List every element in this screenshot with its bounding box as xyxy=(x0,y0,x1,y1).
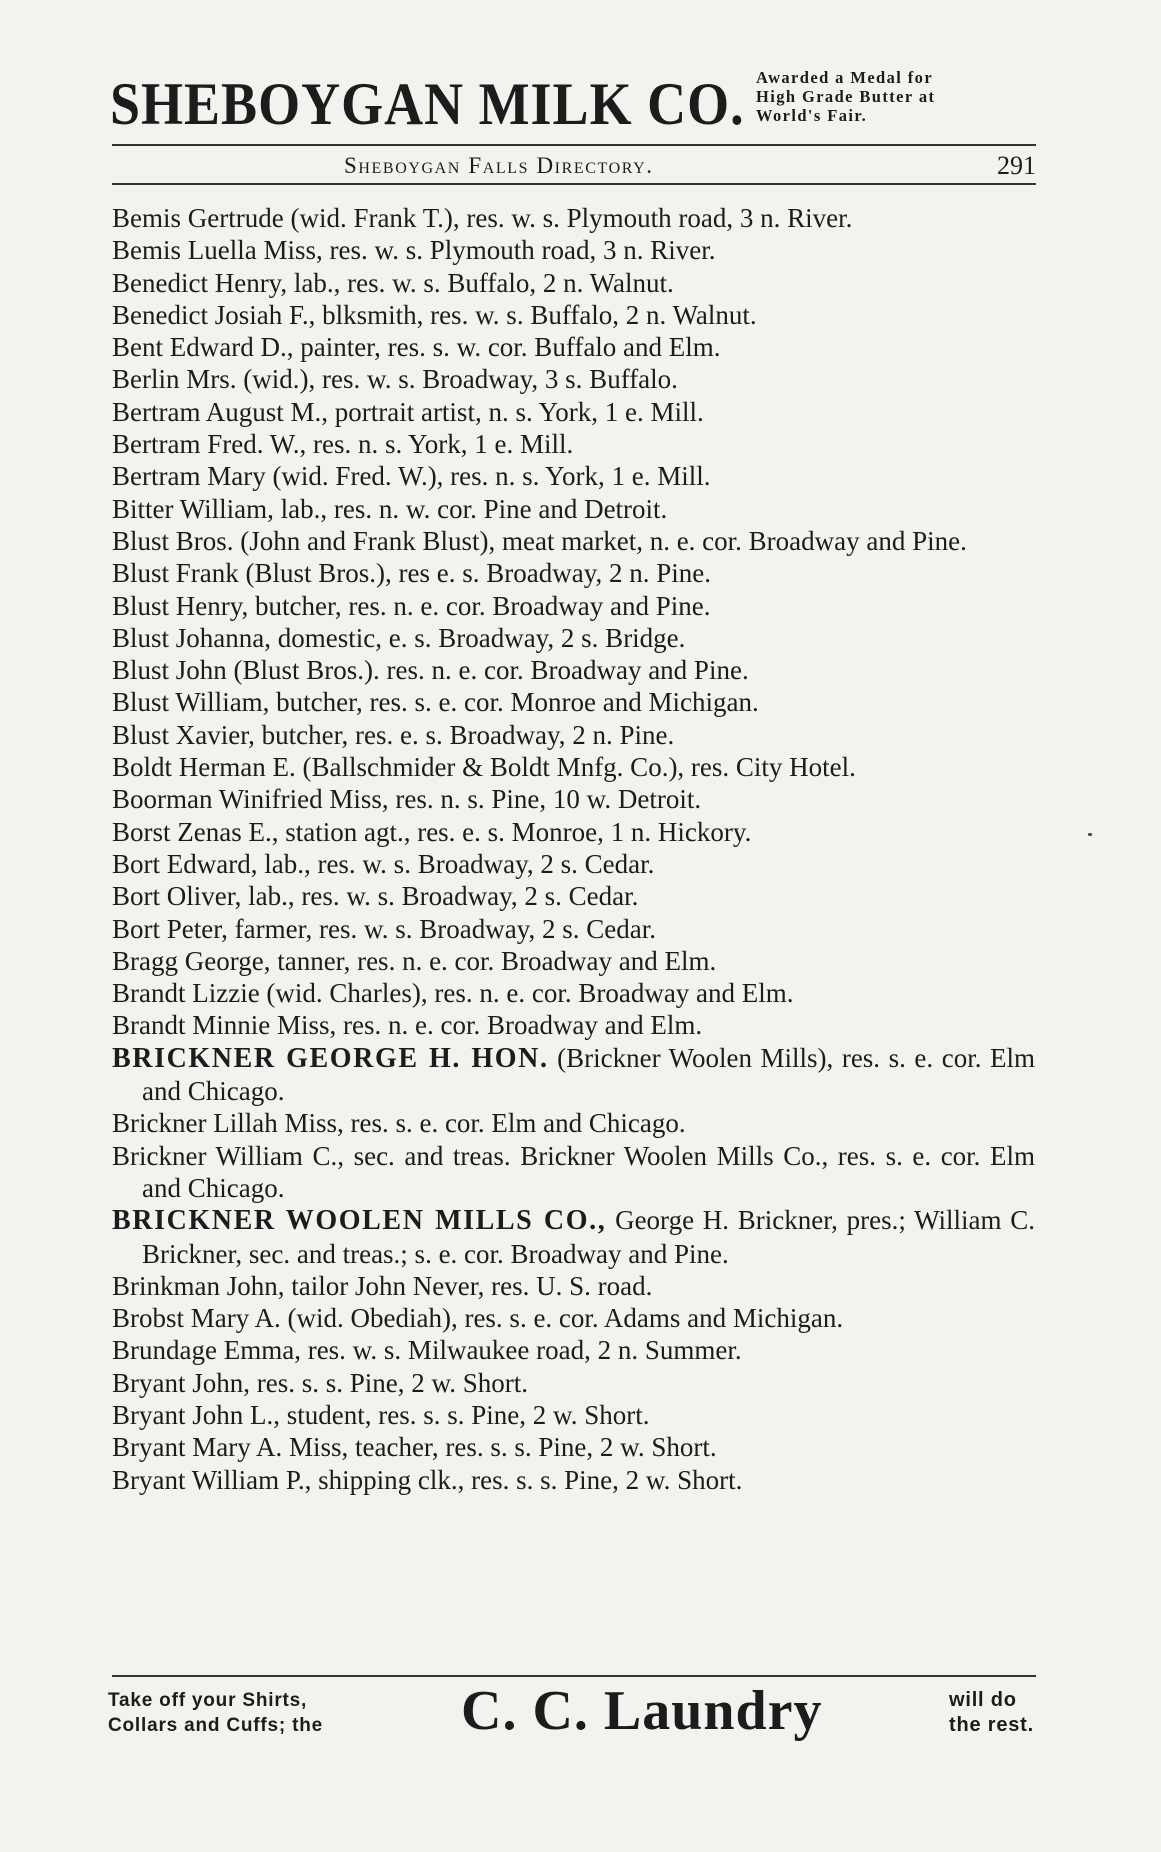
entry-text: Brickner William C., sec. and treas. Brickner Woolen Mills Co., res. s. e. cor. Elm and Chicago. xyxy=(112,1140,1035,1203)
directory-entry xyxy=(112,1270,1035,1302)
entry-text: George H. Brickner, pres.; William C. Brickner, sec. and treas.; s. e. cor. Broadway and Pine. xyxy=(142,1205,1035,1269)
directory-entry xyxy=(112,1302,1035,1334)
ad-right-line: will do xyxy=(948,1689,1017,1711)
directory-entry xyxy=(112,1204,1035,1270)
directory-listing xyxy=(112,202,1035,1496)
entry-text: Brundage Emma, res. w. s. Milwaukee road, 2 n. Summer. xyxy=(112,1335,742,1366)
directory-entry xyxy=(112,1042,1035,1108)
directory-entry xyxy=(112,590,1035,622)
directory-entry xyxy=(112,1367,1035,1399)
entry-text: Boorman Winifried Miss, res. n. s. Pine, 10 w. Detroit. xyxy=(112,784,702,815)
laundry-brand: C. C. Laundry xyxy=(461,1680,823,1742)
directory-entry xyxy=(112,848,1035,880)
entry-text: Bemis Luella Miss, res. w. s. Plymouth road, 3 n. River. xyxy=(112,235,716,266)
entry-text: Bertram August M., portrait artist, n. s. York, 1 e. Mill. xyxy=(112,396,704,427)
directory-entry xyxy=(112,234,1035,266)
entry-text: Bort Oliver, lab., res. w. s. Broadway, 2 s. Cedar. xyxy=(112,881,639,912)
entry-text: Brandt Minnie Miss, res. n. e. cor. Broadway and Elm. xyxy=(112,1010,703,1041)
entry-text: Brandt Lizzie (wid. Charles), res. n. e. cor. Broadway and Elm. xyxy=(112,978,794,1009)
entry-text: Brickner Lillah Miss, res. s. e. cor. Elm and Chicago. xyxy=(112,1108,686,1139)
directory-entry xyxy=(112,460,1035,492)
directory-entry xyxy=(112,493,1035,525)
entry-bold-name: BRICKNER GEORGE H. HON. xyxy=(112,1042,549,1074)
entry-text: Blust Frank (Blust Bros.), res e. s. Broadway, 2 n. Pine. xyxy=(112,558,711,589)
directory-entry xyxy=(112,686,1035,718)
directory-entry xyxy=(112,622,1035,654)
entry-text: Bort Peter, farmer, res. w. s. Broadway, 2 s. Cedar. xyxy=(112,913,656,944)
bottom-advertisement xyxy=(108,1680,1038,1758)
directory-entry xyxy=(112,880,1035,912)
entry-text: Bent Edward D., painter, res. s. w. cor. Buffalo and Elm. xyxy=(112,332,721,363)
advertiser-name: SHEBOYGAN MILK CO. xyxy=(110,70,745,138)
entry-text: Bryant Mary A. Miss, teacher, res. s. s. Pine, 2 w. Short. xyxy=(112,1432,717,1463)
directory-entry xyxy=(112,1107,1035,1139)
directory-entry xyxy=(112,1334,1035,1366)
entry-text: Bryant William P., shipping clk., res. s. s. Pine, 2 w. Short. xyxy=(112,1464,743,1495)
header-rule-bottom xyxy=(112,183,1036,185)
entry-text: Bort Edward, lab., res. w. s. Broadway, 2 s. Cedar. xyxy=(112,848,655,879)
entry-text: Blust Johanna, domestic, e. s. Broadway, 2 s. Bridge. xyxy=(112,622,686,653)
directory-entry xyxy=(112,977,1035,1009)
ad-left-line: Take off your Shirts, xyxy=(108,1690,308,1711)
entry-text: Bryant John, res. s. s. Pine, 2 w. Short. xyxy=(112,1367,528,1398)
directory-entry xyxy=(112,1431,1035,1463)
directory-entry xyxy=(112,719,1035,751)
entry-text: Bryant John L., student, res. s. s. Pine, 2 w. Short. xyxy=(112,1399,650,1430)
directory-entry xyxy=(112,783,1035,815)
directory-entry xyxy=(112,428,1035,460)
directory-entry xyxy=(112,913,1035,945)
entry-text: Brobst Mary A. (wid. Obediah), res. s. e. cor. Adams and Michigan. xyxy=(112,1303,844,1334)
entry-text: Blust Henry, butcher, res. n. e. cor. Broadway and Pine. xyxy=(112,590,711,621)
entry-text: Boldt Herman E. (Ballschmider & Boldt Mnfg. Co.), res. City Hotel. xyxy=(112,752,856,783)
ad-left-text xyxy=(108,1688,323,1738)
award-line: World's Fair. xyxy=(756,106,868,125)
entry-text: Borst Zenas E., station agt., res. e. s. Monroe, 1 n. Hickory. xyxy=(112,816,752,847)
entry-text: Bemis Gertrude (wid. Frank T.), res. w. s. Plymouth road, 3 n. River. xyxy=(112,203,853,233)
page-number: 291 xyxy=(997,151,1036,180)
ad-left-line: Collars and Cuffs; the xyxy=(108,1715,324,1736)
directory-entry xyxy=(112,816,1035,848)
directory-entry xyxy=(112,299,1035,331)
award-note xyxy=(756,68,1036,125)
entry-text: Bitter William, lab., res. n. w. cor. Pine and Detroit. xyxy=(112,493,668,524)
top-advertisement xyxy=(110,66,1040,146)
entry-text: Benedict Henry, lab., res. w. s. Buffalo, 2 n. Walnut. xyxy=(112,267,674,298)
directory-entry xyxy=(112,654,1035,686)
directory-entry xyxy=(112,1464,1035,1496)
directory-entry xyxy=(112,396,1035,428)
ad-right-text xyxy=(949,1688,1034,1738)
print-speck xyxy=(1088,833,1092,836)
entry-bold-name: BRICKNER WOOLEN MILLS CO., xyxy=(112,1205,607,1237)
directory-entry xyxy=(112,525,1035,557)
running-header xyxy=(112,150,1036,182)
header-rule-top xyxy=(112,144,1036,146)
award-line: Awarded a Medal for xyxy=(756,68,934,87)
award-line: High Grade Butter at xyxy=(756,87,936,106)
directory-entry xyxy=(112,202,1035,234)
entry-text: Blust Xavier, butcher, res. e. s. Broadway, 2 n. Pine. xyxy=(112,719,675,750)
entry-text: Blust John (Blust Bros.). res. n. e. cor. Broadway and Pine. xyxy=(112,655,749,686)
entry-text: Brinkman John, tailor John Never, res. U. S. road. xyxy=(112,1270,653,1301)
directory-entry xyxy=(112,363,1035,395)
directory-entry xyxy=(112,751,1035,783)
footer-rule xyxy=(112,1675,1036,1677)
directory-entry xyxy=(112,557,1035,589)
entry-text: Bragg George, tanner, res. n. e. cor. Broadway and Elm. xyxy=(112,945,717,976)
entry-text: Blust William, butcher, res. s. e. cor. Monroe and Michigan. xyxy=(112,687,759,718)
entry-text: (Brickner Woolen Mills), res. s. e. cor. Elm and Chicago. xyxy=(142,1042,1035,1107)
entry-text: Blust Bros. (John and Frank Blust), meat market, n. e. cor. Broadway and Pine. xyxy=(112,525,967,556)
entry-text: Benedict Josiah F., blksmith, res. w. s. Buffalo, 2 n. Walnut. xyxy=(112,299,757,330)
ad-right-line: the rest. xyxy=(948,1714,1034,1736)
directory-entry xyxy=(112,1009,1035,1041)
directory-entry xyxy=(112,1399,1035,1431)
entry-text: Bertram Mary (wid. Fred. W.), res. n. s. York, 1 e. Mill. xyxy=(112,461,711,492)
directory-entry xyxy=(112,331,1035,363)
entry-text: Berlin Mrs. (wid.), res. w. s. Broadway, 3 s. Buffalo. xyxy=(112,364,678,395)
directory-entry xyxy=(112,945,1035,977)
directory-title: Sheboygan Falls Directory. xyxy=(344,153,654,178)
entry-text: Bertram Fred. W., res. n. s. York, 1 e. Mill. xyxy=(112,429,574,460)
directory-entry xyxy=(112,267,1035,299)
directory-entry xyxy=(112,1140,1035,1205)
